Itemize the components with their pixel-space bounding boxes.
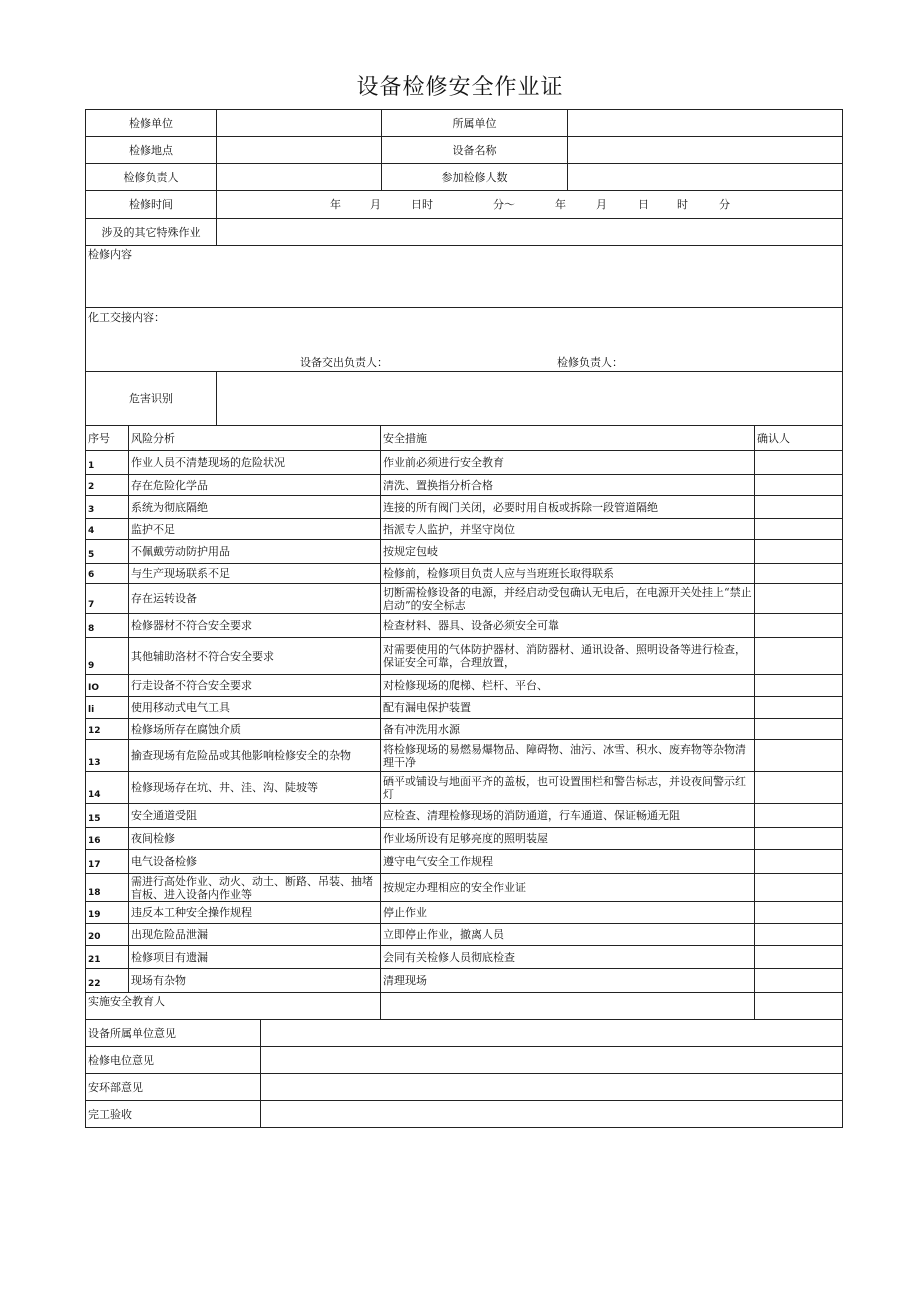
completion-field[interactable] [261,1101,843,1128]
row-number: 17 [86,850,129,874]
measure-cell: 将检修现场的易燃易爆物品、障碍物、油污、冰雪、积水、废弃物等杂物清理干净 [381,740,755,772]
measure-cell: 作业场所设有足够亮度的照明装屋 [381,828,755,850]
row-number: 4 [86,519,129,540]
location-label: 检修地点 [86,137,217,164]
table-row [86,946,843,969]
risk-table [85,425,843,993]
hazard-field[interactable] [217,372,843,426]
special-work-field[interactable] [217,219,843,246]
header-no: 序号 [86,426,129,451]
confirm-cell[interactable] [755,451,843,475]
table-row [86,719,843,740]
confirm-cell[interactable] [755,519,843,540]
table-row [86,969,843,993]
table-row [86,496,843,519]
time-day-end: 日 [638,198,649,211]
measure-cell: 配有漏电保护装置 [381,697,755,719]
measure-cell: 连接的所有阀门关闭，必要时用自板或拆除一段管道隔绝 [381,496,755,519]
signoff-table [85,992,843,1020]
repair-content-label: 检修内容 [88,248,132,261]
risk-cell: 夜间检修 [129,828,381,850]
time-minute-start: 分～ [493,198,515,211]
risk-cell: 存在危险化学品 [129,475,381,496]
measure-cell: 备有冲洗用水源 [381,719,755,740]
repair-unit-field[interactable] [217,110,382,137]
confirm-cell[interactable] [755,496,843,519]
confirm-cell[interactable] [755,874,843,902]
risk-cell: 系统为彻底隔绝 [129,496,381,519]
time-field[interactable] [217,191,843,219]
risk-cell: 检修场所存在腐蚀介质 [129,719,381,740]
confirm-cell[interactable] [755,740,843,772]
risk-cell: 检修项目有遗漏 [129,946,381,969]
location-field[interactable] [217,137,382,164]
risk-cell: 现场有杂物 [129,969,381,993]
handover-cell[interactable] [86,308,843,372]
owner-unit-label: 所属单位 [382,110,568,137]
equipment-label: 设备名称 [382,137,568,164]
special-work-label: 涉及的其它特殊作业 [86,219,217,246]
repair-unit-opinion-field[interactable] [261,1047,843,1074]
table-row [86,697,843,719]
risk-cell: 与生产现场联系不足 [129,564,381,584]
time-year-start: 年 [330,198,341,211]
owner-unit-opinion-label: 设备所属单位意见 [86,1020,261,1047]
confirm-cell[interactable] [755,638,843,675]
participants-label: 参加检修人数 [382,164,568,191]
page-title: 设备检修安全作业证 [356,75,564,100]
measure-cell: 硒平或铺设与地面平齐的盖板，也可设置围栏和警告标志，并设夜间警示红灯 [381,772,755,804]
row-number: 21 [86,946,129,969]
risk-cell: 需进行高处作业、动火、动土、断路、吊装、抽堵盲板、进入设备内作业等 [129,874,381,902]
confirm-cell[interactable] [755,475,843,496]
table-row [86,828,843,850]
confirm-cell[interactable] [755,697,843,719]
confirm-cell[interactable] [755,772,843,804]
table-row [86,874,843,902]
risk-cell: 不佩戴劳动防护用品 [129,540,381,564]
row-number: li [86,697,129,719]
confirm-cell[interactable] [755,804,843,828]
owner-unit-opinion-field[interactable] [261,1020,843,1047]
table-row [86,804,843,828]
table-row [86,475,843,496]
measure-cell: 指派专人监护，并坚守岗位 [381,519,755,540]
header-measure: 安全措施 [381,426,755,451]
completion-label: 完工验收 [86,1101,261,1128]
row-number: 13 [86,740,129,772]
header-confirm: 确认人 [755,426,843,451]
measure-cell: 按规定包岐 [381,540,755,564]
row-number: 1 [86,451,129,475]
row-number: 7 [86,584,129,614]
risk-cell: 存在运转设备 [129,584,381,614]
confirm-cell[interactable] [755,540,843,564]
table-row [86,850,843,874]
safety-dept-opinion-field[interactable] [261,1074,843,1101]
risk-cell: 电气设备检修 [129,850,381,874]
table-row [86,675,843,697]
handover-repair-leader-label: 检修负责人： [557,356,623,369]
time-minute-end: 分 [719,198,730,211]
time-month-end: 月 [596,198,607,211]
row-number: 8 [86,614,129,638]
measure-cell: 立即停止作业，撤离人员 [381,924,755,946]
risk-cell: 其他辅助洛材不符合安全要求 [129,638,381,675]
row-number: 5 [86,540,129,564]
measure-cell: 作业前必须进行安全教育 [381,451,755,475]
row-number: 6 [86,564,129,584]
participants-field[interactable] [568,164,843,191]
educator-confirm-field[interactable] [755,993,843,1020]
risk-cell: 作业人员不清楚现场的危险状况 [129,451,381,475]
table-row [86,772,843,804]
time-month-start: 月 [370,198,381,211]
owner-unit-field[interactable] [568,110,843,137]
confirm-cell[interactable] [755,564,843,584]
table-row [86,638,843,675]
educator-field[interactable] [381,993,755,1020]
confirm-cell[interactable] [755,584,843,614]
confirm-cell[interactable] [755,675,843,697]
measure-cell: 对检修现场的爬梯、栏杆、平台、 [381,675,755,697]
row-number: 14 [86,772,129,804]
leader-label: 检修负责人 [86,164,217,191]
row-number: 9 [86,638,129,675]
measure-cell: 停止作业 [381,902,755,924]
measure-cell: 切断需检修设备的电源，并经启动受包确认无电后，在电源开关处挂上“禁止启动”的安全标志 [381,584,755,614]
confirm-cell[interactable] [755,946,843,969]
table-row [86,614,843,638]
measure-cell: 检查材料、器具、设备必须安全可靠 [381,614,755,638]
table-row [86,519,843,540]
row-number: 2 [86,475,129,496]
table-row [86,451,843,475]
measure-cell: 清洗、置换指分析合格 [381,475,755,496]
risk-cell: 违反本工种安全操作规程 [129,902,381,924]
risk-cell: 安全通道受阻 [129,804,381,828]
measure-cell: 按规定办理相应的安全作业证 [381,874,755,902]
risk-cell: 使用移动式电气工具 [129,697,381,719]
handover-label: 化工交接内容： [88,311,165,324]
table-row [86,540,843,564]
confirm-cell[interactable] [755,614,843,638]
time-year-end: 年 [555,198,566,211]
confirm-cell[interactable] [755,969,843,993]
risk-cell: 监护不足 [129,519,381,540]
confirm-cell[interactable] [755,828,843,850]
table-row [86,902,843,924]
repair-content-cell[interactable] [86,246,843,308]
row-number: 20 [86,924,129,946]
time-hour-end: 时 [677,198,688,211]
measure-cell: 清理现场 [381,969,755,993]
time-label: 检修时间 [86,191,217,219]
risk-cell: 行走设备不符合安全要求 [129,675,381,697]
permit-form [85,109,842,1128]
opinion-table [85,1019,843,1128]
confirm-cell[interactable] [755,850,843,874]
info-table [85,109,843,426]
time-day-start: 日时 [411,198,433,211]
measure-cell: 应检查、清理检修现场的消防通道，行车通道、保证畅通无阻 [381,804,755,828]
table-row [86,584,843,614]
hazard-label: 危害识别 [86,372,217,426]
row-number: 3 [86,496,129,519]
measure-cell: 会同有关检修人员彻底检查 [381,946,755,969]
table-row [86,564,843,584]
safety-dept-opinion-label: 安环部意见 [86,1074,261,1101]
row-number: 12 [86,719,129,740]
row-number: IO [86,675,129,697]
measure-cell: 对需要使用的气体防护器材、消防器材、通讯设备、照明设备等进行检查，保证安全可靠，合理放置， [381,638,755,675]
repair-unit-opinion-label: 检修电位意见 [86,1047,261,1074]
confirm-cell[interactable] [755,924,843,946]
row-number: 15 [86,804,129,828]
risk-cell: 出现危险品泄漏 [129,924,381,946]
row-number: 19 [86,902,129,924]
confirm-cell[interactable] [755,719,843,740]
table-row [86,924,843,946]
row-number: 22 [86,969,129,993]
header-risk: 风险分析 [129,426,381,451]
measure-cell: 检修前，检修项目负责人应与当班班长取得联系 [381,564,755,584]
measure-cell: 遵守电气安全工作规程 [381,850,755,874]
leader-field[interactable] [217,164,382,191]
risk-cell: 检修器材不符合安全要求 [129,614,381,638]
table-row [86,740,843,772]
confirm-cell[interactable] [755,902,843,924]
row-number: 18 [86,874,129,902]
risk-cell: 揄查现场有危险品或其他影响检修安全的杂物 [129,740,381,772]
repair-unit-label: 检修单位 [86,110,217,137]
risk-cell: 检修现场存在坑、井、洼、沟、陡坡等 [129,772,381,804]
equipment-field[interactable] [568,137,843,164]
educator-label: 实施安全教育人 [86,993,381,1020]
handover-person-label: 设备交出负责人： [300,356,388,369]
row-number: 16 [86,828,129,850]
